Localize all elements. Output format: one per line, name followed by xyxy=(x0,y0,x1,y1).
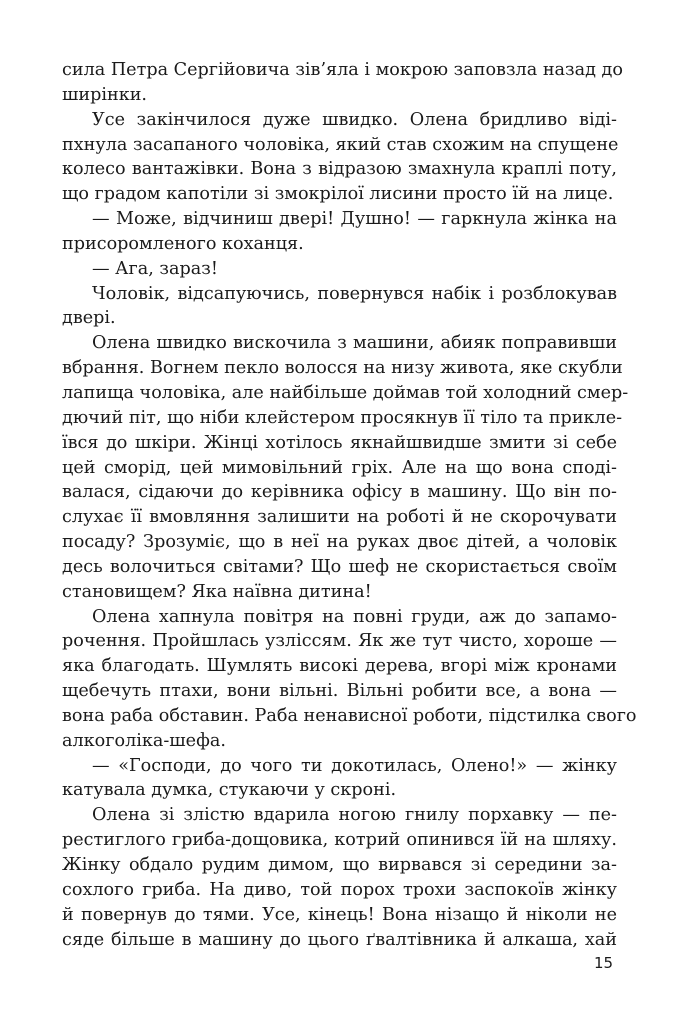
text-line: рочення. Пройшлась узліссям. Як же тут чисто, хороше — xyxy=(62,631,617,652)
text-line: посаду? Зрозуміє, що в неї на руках двоє дітей, а чоловік xyxy=(62,532,617,553)
text-line: сохлого гриба. На диво, той порох трохи заспокоїв жінку xyxy=(62,879,617,900)
text-line: Жінку обдало рудим димом, що вирвався зі середини за- xyxy=(62,855,617,875)
page-number: 15 xyxy=(594,954,614,972)
text-line: ївся до шкіри. Жінці хотілось якнайшвидше змити зі себе xyxy=(62,432,617,453)
text-line: — Може, відчиниш двері! Душно! — гаркнула жінка на xyxy=(92,209,617,230)
text-line: Чоловік, відсапуючись, повернувся набік і розблокував xyxy=(92,283,617,304)
text-line: цей сморід, цей мимовільний гріх. Але на що вона сподi- xyxy=(62,457,617,478)
text-line: десь волочиться світами? Що шеф не скористається своїм xyxy=(62,556,617,577)
book-page-text xyxy=(62,58,637,952)
text-line: лапища чоловіка, але найбільше доймав той холодний смер- xyxy=(62,382,629,403)
text-line: яка благодать. Шумлять високі дерева, вгорі між кронами xyxy=(62,656,617,677)
text-line: пхнула засапаного чоловіка, який став схожим на спущене xyxy=(62,134,619,155)
text-line: сяде більше в машину до цього ґвалтівника й алкаша, хай xyxy=(62,929,617,950)
text-line: дючий піт, що ніби клейстером просякнув її тіло та прикле- xyxy=(62,407,623,428)
text-line: алкоголіка-шефа. xyxy=(62,730,226,751)
text-line: двері. xyxy=(62,308,116,329)
text-line: присоромленого коханця. xyxy=(62,233,304,254)
text-line: ширінки. xyxy=(62,84,148,105)
text-line: сила Петра Сергійовича зів’яла і мокрою заповзла назад до xyxy=(62,60,623,80)
text-line: рестиглого гриба-дощовика, котрий опинився їй на шляху. xyxy=(62,830,617,851)
text-line: щебечуть птахи, вони вільні. Вільні робити все, а вона — xyxy=(62,681,617,702)
text-line: Олена хапнула повітря на повні груди, аж до запамо- xyxy=(92,606,617,627)
text-line: Усе закінчилося дуже швидко. Олена бридливо віді- xyxy=(92,109,617,130)
text-line: слухає її вмовляння залишити на роботі й не скорочувати xyxy=(62,507,617,528)
text-line: — «Господи, до чого ти докотилась, Олено!» — жінку xyxy=(92,755,617,776)
text-line: вбрання. Вогнем пекло волосся на низу живота, яке скубли xyxy=(62,358,623,379)
text-line: катувала думка, стукаючи у скроні. xyxy=(62,780,397,801)
text-line: й повернув до тями. Усе, кінець! Вона нізащо й ніколи не xyxy=(62,904,617,925)
text-line: становищем? Яка наївна дитина! xyxy=(62,581,372,602)
text-line: — Ага, зараз! xyxy=(92,258,218,279)
text-line: валася, сідаючи до керівника офісу в машину. Що він по- xyxy=(62,482,617,503)
text-line: що градом капотіли зі змокрілої лисини просто їй на лице. xyxy=(62,184,614,205)
text-line: Олена швидко вискочила з машини, абияк поправивши xyxy=(92,333,617,354)
text-line: вона раба обставин. Раба ненависної роботи, підстилка свого xyxy=(62,705,637,726)
text-line: колесо вантажівки. Вона з відразою змахнула краплі поту, xyxy=(62,159,617,180)
text-line: Олена зі злістю вдарила ногою гнилу порхавку — пе- xyxy=(92,805,617,826)
